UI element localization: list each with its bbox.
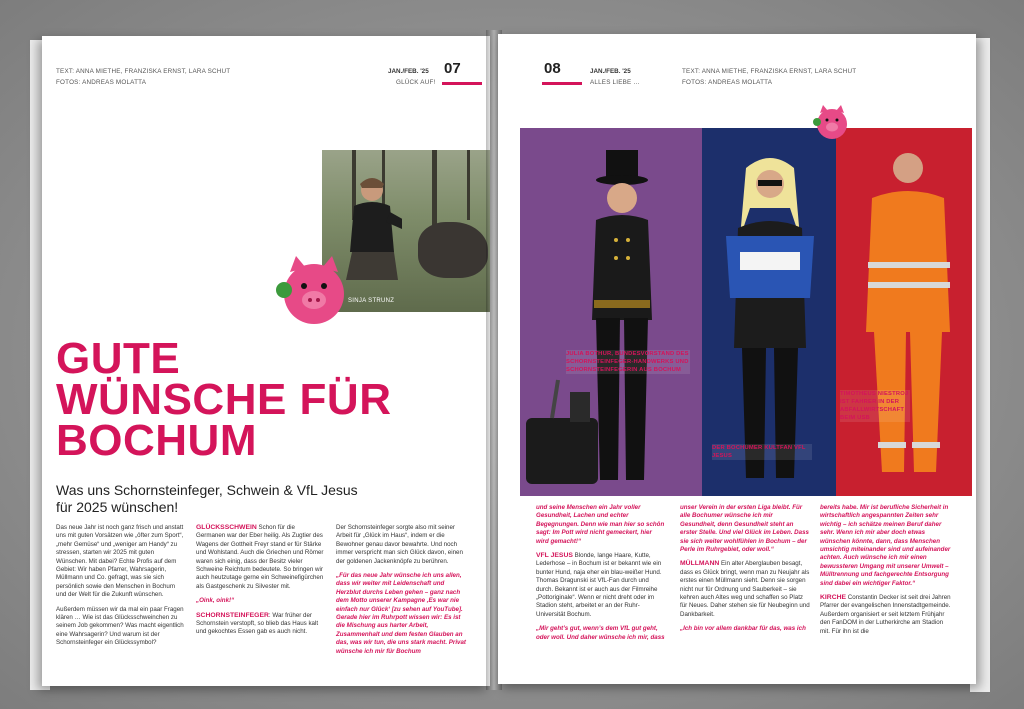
paragraph: Blonde, lange Haare, Kutte, Lederhose – in Bochum ist er bekannt wie ein bunter Hund, naja eher ein blau-weißer Hund. Thomas Dragunski ist VfL-Fan durch und durch. Bekannt ist er auch aus der Filmreihe „Pottoriginale“. Wenn er nicht dreht oder im Stadion steht, arbeitet er an der Ruhr-Universität Bochum. <box>536 552 662 618</box>
keyword-schornsteinfeger: SCHORNSTEINFEGER <box>196 611 269 619</box>
keyword-kirche: KIRCHE <box>820 594 847 602</box>
issue-date: JAN./FEB. '25 <box>590 68 631 75</box>
headline <box>56 334 392 465</box>
credits <box>56 66 230 88</box>
right-page <box>498 34 976 684</box>
quote: unser Verein in der ersten Liga bleibt. Für alle Bochumer wünsche ich mir Gesundheit, denn Gesundheit steht an erster Stelle. Und viel Glück im Leben. Dass sie sich weiter wohlfühlen in Bochum – der Perle im Ruhrgebiet, oder woll.“ <box>680 504 809 554</box>
quote: bereits habe. Mir ist berufliche Sicherheit in wirtschaftlich angespannten Zeiten sehr wichtig – ich schätze meinen Beruf daher sehr. Wenn ich mir aber doch etwas wünschen könnte, dann, dass Menschen umsichtig miteinander sind und aufeinander achten. Auch wünsche ich mir einen bewussteren Umgang mit unserer Umwelt – Mülltrennung und fachgerechte Entsorgung sind dabei ein wichtiger Faktor.“ <box>820 504 951 587</box>
panel-muellmann <box>836 128 972 496</box>
pig-figurine-icon <box>274 250 354 330</box>
label-timotheus: TIMOTHEUS NIESTROJ IST FAHRER IN DER ABFALLWIRTSCHAFT BEIM USB <box>840 391 909 421</box>
keyword-vfl-jesus: VFL JESUS <box>536 552 573 560</box>
credits <box>682 66 856 88</box>
paragraph: Schon für die Germanen war der Eber heilig. Als Zugtier des Wagens der Gottheit Freyr stand er für Stärke und Wohlstand. Auch die Griechen und Römer waren sich einig, dass der Besitz vieler Schweine Reichtum bedeutete. So bringen wir auch heutzutage gerne ein Schweinefigürchen als Gastgeschenk zu Silvester mit. <box>196 524 324 590</box>
left-page <box>42 36 490 686</box>
quote: und seine Menschen ein Jahr voller Gesundheit, Lachen und echter Begegnungen. Denn wie man hier so schön sagt: Im Pott wird nicht gemeckert, hier wird gemacht!“ <box>536 504 665 545</box>
waste-worker-figure <box>858 142 958 492</box>
column-3 <box>820 504 952 642</box>
photo-caption: SINJA STRUNZ <box>348 298 395 304</box>
label-julia-bothur: JULIA BOTHUR, BUNDESVORSTAND DES SCHORNSTEINFEGER-HANDWERKS UND SCHORNSTEINFEGERIN AUS BOCHUM <box>566 351 689 373</box>
page-number-underline <box>442 82 482 85</box>
paragraph: Außerdem müssen wir da mal ein paar Fragen klären … Wie ist das Glücksschweinchen zu seinem Job gekommen? Was macht eigentlich eine Wahrsagerin? Und warum ist der Schornsteinfeger ein Glückssymbol? <box>56 605 184 647</box>
panel-schornsteinfeger <box>520 128 702 496</box>
paragraph: Der Schornsteinfeger sorgte also mit seiner Arbeit für „Glück im Haus“, indem er die Bewohner genau davor bewahrte. Und noch immer verspricht man sich Glück davon, einen der goldenen Jackenknöpfe zu berühren. <box>336 524 463 565</box>
quote: „Oink, oink!“ <box>196 597 235 605</box>
pig-animal <box>418 222 488 278</box>
headline-line-1: GUTE <box>56 334 181 383</box>
headline-line-3: BOCHUM <box>56 416 257 465</box>
label-vfl-jesus: DER BOCHUMER KULTFAN VFL JESUS <box>712 444 812 460</box>
credit-text: TEXT: ANNA MIETHE, FRANZISKA ERNST, LARA SCHUT <box>682 68 857 75</box>
paragraph: : War früher der Schornstein verstopft, so blieb das Haus kalt und gekochtes Essen gab es auch nicht. <box>196 611 319 636</box>
credit-photo: FOTOS: ANDREAS MOLATTA <box>56 79 147 86</box>
section-title: ALLES LIEBE … <box>590 79 640 86</box>
page-number: 08 <box>544 60 561 77</box>
column-1 <box>56 524 184 654</box>
column-2 <box>680 504 810 640</box>
quote: „Mir geht’s gut, wenn’s dem VfL gut geht, oder woll. Und daher wünsche ich mir, dass <box>536 625 665 641</box>
pig-figurine-icon <box>812 102 852 142</box>
column-3 <box>336 524 470 662</box>
page-number-underline <box>542 82 582 85</box>
paragraph: Das neue Jahr ist noch ganz frisch und anstatt uns mit guten Vorsätzen wie „öfter zum Sport“, „mehr Gemüse“ und „weniger am Handy“ zu stressen, starten wir 2025 mit guten Wünschen. Mit dabei? Echte Profis auf dem Gebiet: Wir haben Pfarrer, Wahrsagerin, Müllmann und Co. gefragt, was sie sich persönlich sowie den Menschen in Bochum und der Welt für die Zukunft wünschen. <box>56 524 184 599</box>
panel-vfl-jesus <box>702 128 836 496</box>
credit-text: TEXT: ANNA MIETHE, FRANZISKA ERNST, LARA SCHUT <box>56 68 231 75</box>
paragraph: Ein alter Aberglauben besagt, dass es Glück bringt, wenn man zu Neujahr als erstes einen Müllmann sieht. Denn sie sorgen nicht nur für Ordnung und Sauberkeit – sie kehren auch Altes weg und schaffen so Platz für Neues. Daher stehen sie für Neubeginn und Dankbarkeit. <box>680 560 810 618</box>
keyword-muellmann: MÜLLMANN <box>680 560 720 568</box>
vfl-fan-figure <box>720 148 820 492</box>
paragraph: Constantin Decker ist seit drei Jahren Pfarrer der evangelischen Innenstadtgemeinde. Außerdem organisiert er seit letztem Frühjahr den FanDOM in der Lutherkirche am Stadion mit. Für ihn ist die <box>820 594 951 635</box>
column-1 <box>536 504 666 648</box>
credit-photo: FOTOS: ANDREAS MOLATTA <box>682 79 773 86</box>
keyword-glueckschwein: GLÜCKSSCHWEIN <box>196 524 257 531</box>
subheadline: Was uns Schornsteinfeger, Schwein & VfL Jesus für 2025 wünschen! <box>56 482 358 515</box>
quote: „Ich bin vor allem dankbar für das, was ich <box>680 625 806 633</box>
page-number: 07 <box>444 60 461 77</box>
quote: „Für das neue Jahr wünsche ich uns allen, dass wir weiter mit Leidenschaft und Herzblut durchs Leben gehen – ganz nach dem Motto unserer Kampagne ‚Es war nie einfach nur Glück‘ [zu sehen auf YouTube]. Gerade hier im Ruhrpott wissen wir: Es ist die Mischung aus harter Arbeit, Zusammenhalt und dem festen Glauben an das, was wir tun, die uns stark macht. Privat wünsche ich mir für Bochum <box>336 572 466 655</box>
headline-line-2: WÜNSCHE FÜR <box>56 375 392 424</box>
column-2 <box>196 524 324 643</box>
issue-date: JAN./FEB. '25 <box>388 68 429 75</box>
section-title: GLÜCK AUF! <box>396 79 436 86</box>
tool-bag-icon <box>522 378 602 488</box>
